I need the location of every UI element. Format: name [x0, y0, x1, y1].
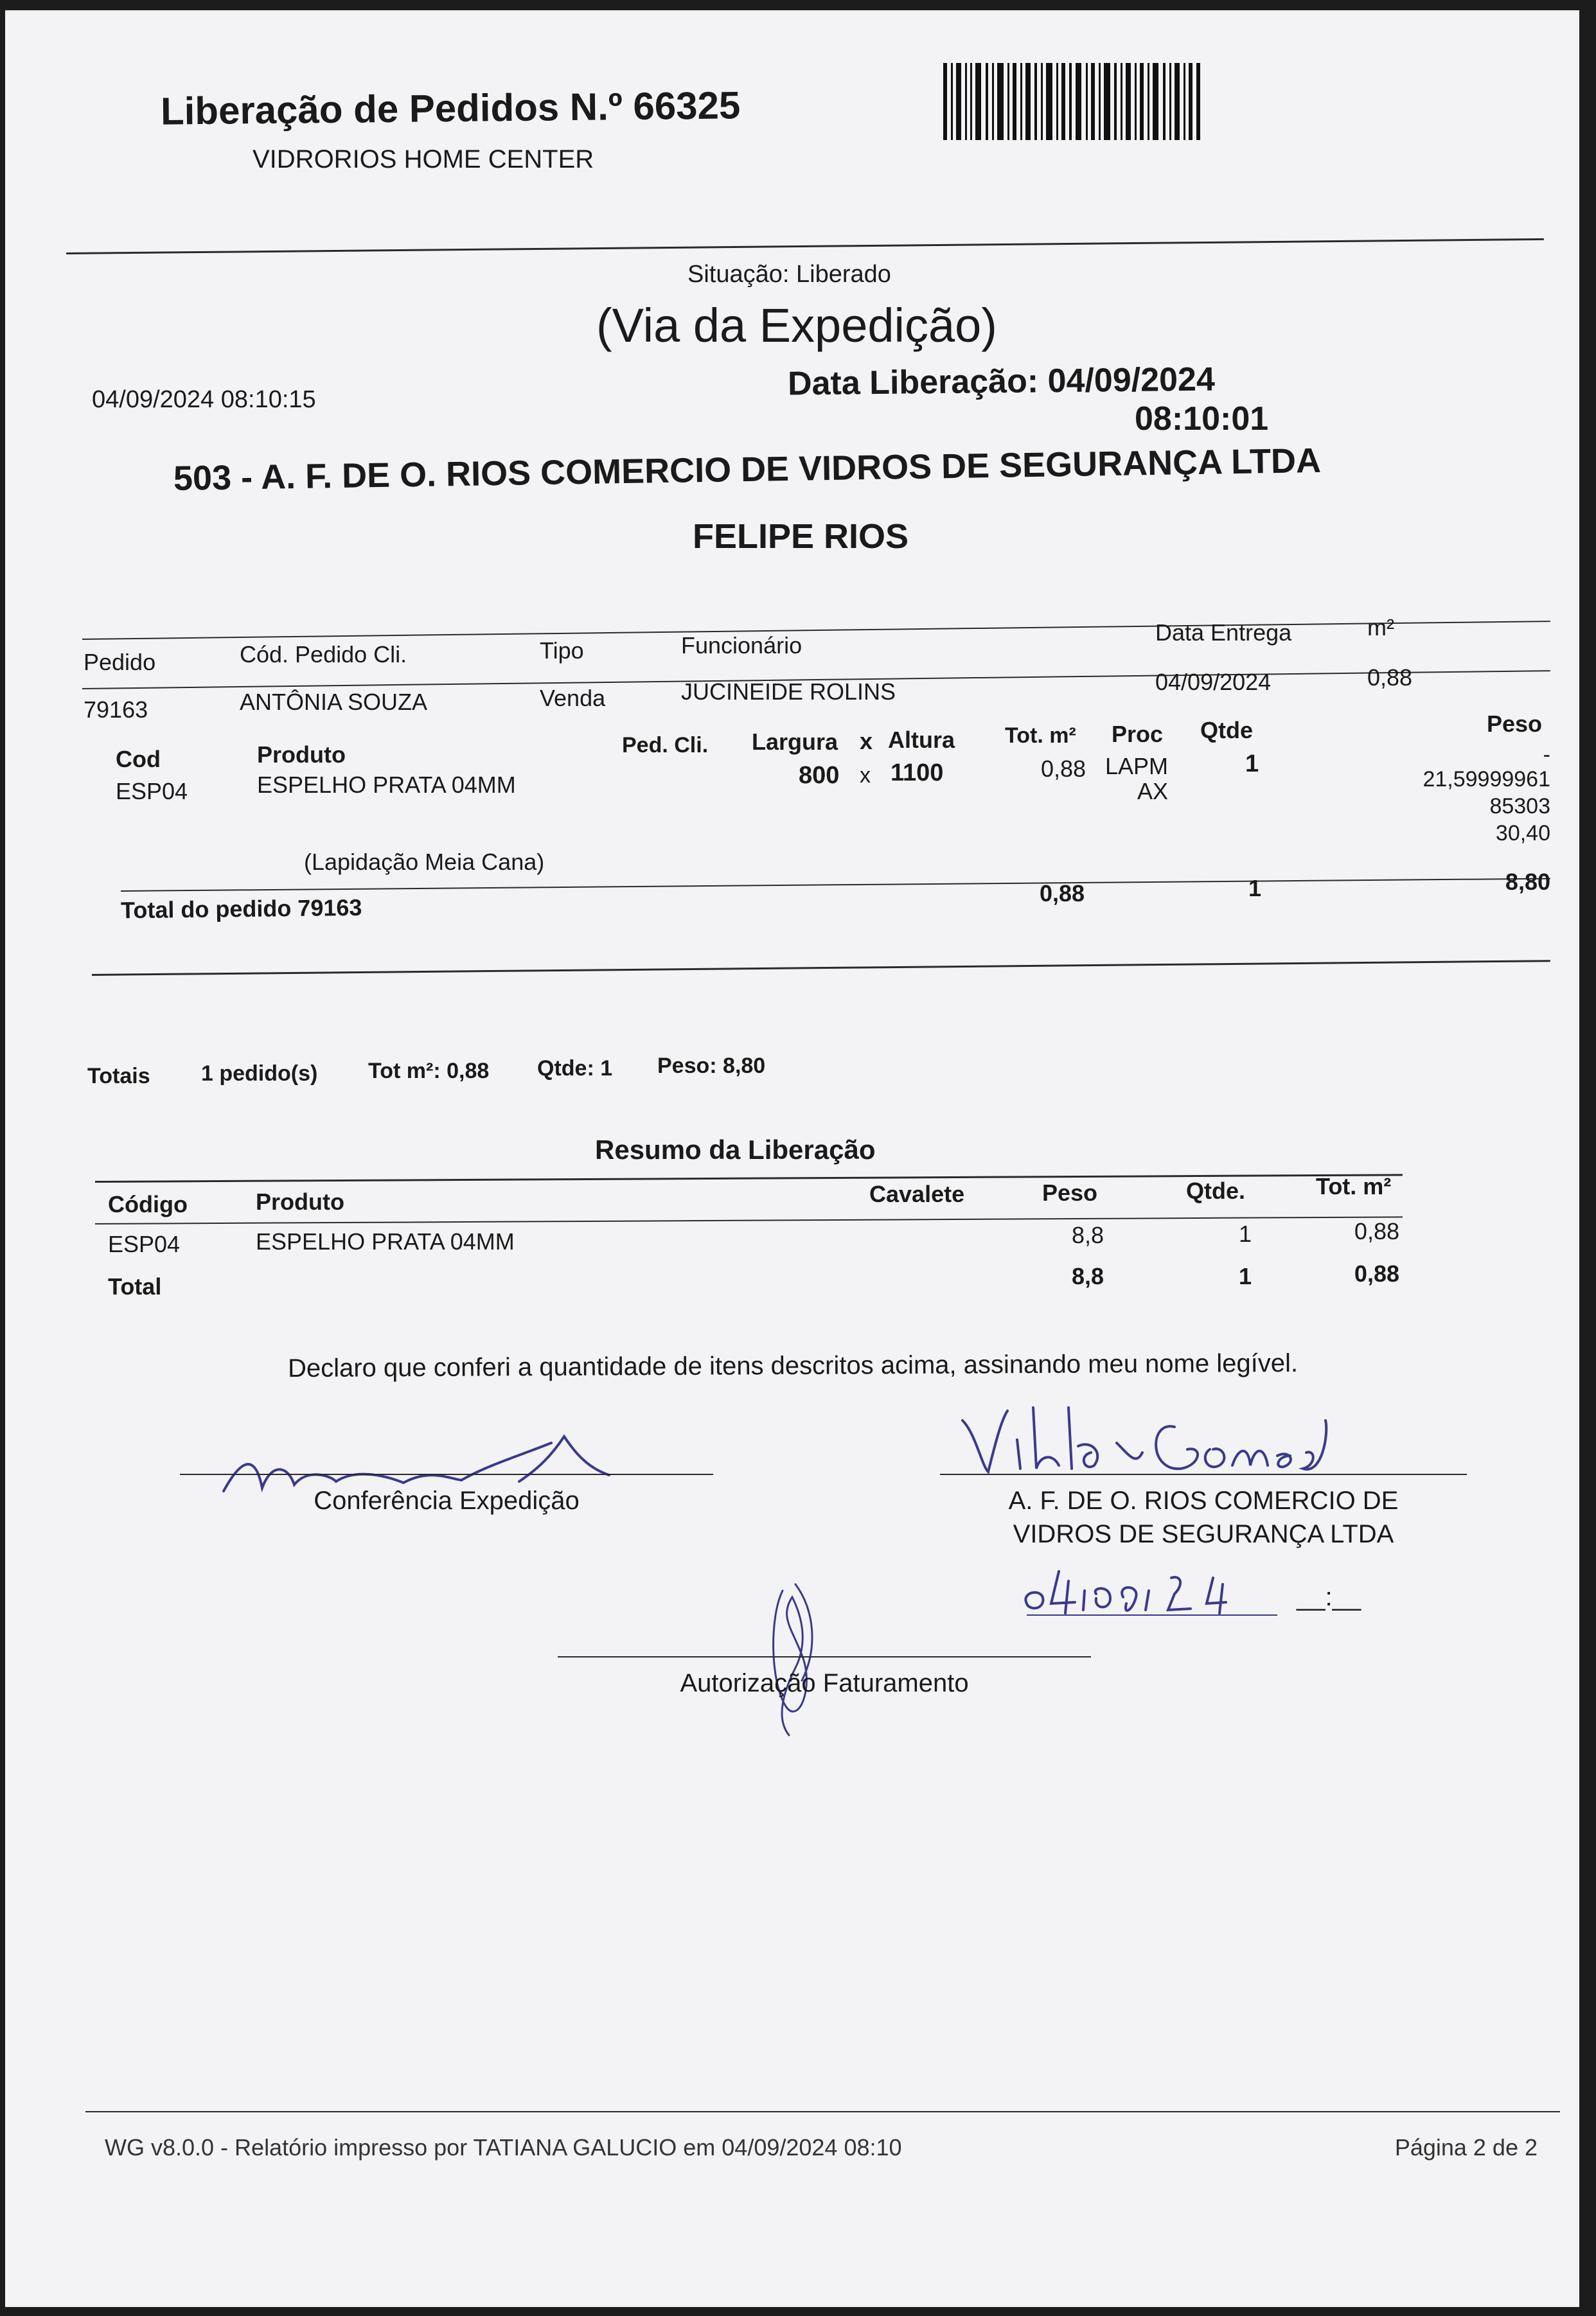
printed-timestamp: 04/09/2024 08:10:15	[92, 386, 316, 413]
item-tot-m2-header: Tot. m²	[1005, 723, 1076, 748]
order-tipo-value: Venda	[540, 685, 606, 711]
resumo-row-tot-m2: 0,88	[1354, 1218, 1399, 1244]
footer-line	[85, 2111, 1560, 2112]
order-total-peso: 8,80	[1505, 869, 1550, 895]
item-altura-header: Altura	[888, 727, 955, 753]
totais-tot-m2: Tot m²: 0,88	[368, 1059, 490, 1083]
item-peso-value-1: 21,59999961	[1423, 767, 1550, 791]
item-qtde-header: Qtde	[1200, 717, 1254, 743]
resumo-codigo-header: Código	[108, 1191, 188, 1217]
item-peso-dash: -	[1543, 743, 1550, 767]
item-note: (Lapidação Meia Cana)	[304, 849, 545, 875]
time-blank: __:__	[1297, 1583, 1361, 1611]
item-peso-value-3: 30,40	[1495, 821, 1550, 845]
footer-page-number: Página 2 de 2	[1394, 2134, 1538, 2161]
item-largura-value: 800	[799, 762, 840, 789]
order-data-entrega-value: 04/09/2024	[1155, 669, 1272, 695]
situacao-label: Situação: Liberado	[687, 261, 891, 288]
resumo-title: Resumo da Liberação	[595, 1135, 876, 1165]
totais-label: Totais	[87, 1064, 150, 1088]
item-x-value: x	[860, 763, 871, 788]
col-data-entrega-header: Data Entrega	[1155, 619, 1292, 646]
col-m2-header: m²	[1367, 614, 1394, 641]
item-largura-header: Largura	[752, 729, 838, 755]
client-name: FELIPE RIOS	[693, 517, 909, 556]
hora-liberacao: 08:10:01	[1135, 400, 1269, 438]
resumo-total-label: Total	[108, 1273, 162, 1300]
via-title: (Via da Expedição)	[596, 299, 997, 352]
resumo-row-qtde: 1	[1238, 1221, 1252, 1247]
order-m2-value: 0,88	[1367, 664, 1413, 691]
resumo-cavalete-header: Cavalete	[869, 1181, 965, 1207]
client-line: 503 - A. F. DE O. RIOS COMERCIO DE VIDROS DE SEGURANÇA LTDA	[173, 441, 1322, 498]
item-proc-header: Proc	[1112, 721, 1164, 747]
item-produto-header: Produto	[257, 741, 346, 768]
resumo-total-tot-m2: 0,88	[1354, 1260, 1399, 1287]
resumo-row-codigo: ESP04	[108, 1231, 181, 1257]
footer-left: WG v8.0.0 - Relatório impresso por TATIANA GALUCIO em 04/09/2024 08:10	[105, 2134, 902, 2161]
conferencia-line	[180, 1474, 713, 1475]
item-cod-header: Cod	[116, 746, 161, 772]
item-proc-value-1: LAPM	[1105, 753, 1169, 779]
order-funcionario-value: JUCINEIDE ROLINS	[681, 678, 896, 705]
resumo-total-qtde: 1	[1238, 1263, 1252, 1289]
barcode-icon	[943, 63, 1200, 140]
company-signature-line	[940, 1474, 1467, 1475]
header-divider	[66, 238, 1544, 254]
item-cod-value: ESP04	[116, 778, 188, 804]
item-ped-cli-header: Ped. Cli.	[622, 733, 709, 757]
resumo-total-peso: 8,8	[1071, 1263, 1104, 1289]
order-pedido-value: 79163	[84, 696, 148, 723]
col-pedido-header: Pedido	[84, 649, 156, 675]
order-block-divider	[92, 960, 1550, 976]
autorizacao-line	[558, 1656, 1091, 1657]
item-proc-value-2: AX	[1137, 778, 1169, 804]
handwritten-date	[1020, 1559, 1290, 1616]
totais-pedidos: 1 pedido(s)	[201, 1061, 318, 1086]
order-total-label: Total do pedido 79163	[120, 894, 362, 924]
declaration-text: Declaro que conferi a quantidade de itens descritos acima, assinando meu nome legível.	[287, 1348, 1299, 1383]
resumo-tot-m2-header: Tot. m²	[1316, 1173, 1392, 1199]
order-cliente-value: ANTÔNIA SOUZA	[240, 689, 428, 715]
item-tot-m2-value: 0,88	[1041, 756, 1086, 782]
totais-qtde: Qtde: 1	[537, 1056, 613, 1081]
totais-peso: Peso: 8,80	[657, 1054, 766, 1078]
document-page	[5, 10, 1579, 2307]
company-signature	[956, 1395, 1342, 1485]
document-title: Liberação de Pedidos N.º 66325	[160, 84, 741, 133]
autorizacao-signature	[757, 1578, 828, 1738]
resumo-row-peso: 8,8	[1071, 1222, 1104, 1248]
order-header-top-line	[82, 621, 1550, 640]
col-cod-pedido-cli-header: Cód. Pedido Cli.	[240, 641, 407, 667]
order-total-qtde: 1	[1248, 875, 1262, 901]
resumo-qtde-header: Qtde.	[1186, 1178, 1246, 1204]
item-x-header: x	[860, 728, 873, 754]
company-name: VIDRORIOS HOME CENTER	[253, 145, 594, 173]
resumo-row-produto: ESPELHO PRATA 04MM	[256, 1228, 515, 1255]
data-liberacao: Data Liberação: 04/09/2024	[787, 360, 1216, 403]
item-qtde-value: 1	[1245, 750, 1259, 777]
item-peso-value-2: 85303	[1489, 794, 1550, 818]
autorizacao-label: Autorização Faturamento	[680, 1669, 969, 1697]
resumo-produto-header: Produto	[256, 1189, 344, 1215]
col-tipo-header: Tipo	[540, 637, 584, 664]
item-produto-value: ESPELHO PRATA 04MM	[257, 772, 516, 798]
item-peso-header: Peso	[1487, 711, 1543, 737]
company-label-1: A. F. DE O. RIOS COMERCIO DE	[1008, 1487, 1399, 1515]
order-total-m2: 0,88	[1040, 880, 1085, 906]
col-funcionario-header: Funcionário	[681, 632, 802, 659]
conferencia-label: Conferência Expedição	[314, 1487, 580, 1515]
order-total-line	[121, 878, 1550, 892]
item-altura-value: 1100	[891, 759, 944, 786]
company-label-2: VIDROS DE SEGURANÇA LTDA	[1013, 1520, 1394, 1548]
resumo-peso-header: Peso	[1042, 1180, 1098, 1206]
